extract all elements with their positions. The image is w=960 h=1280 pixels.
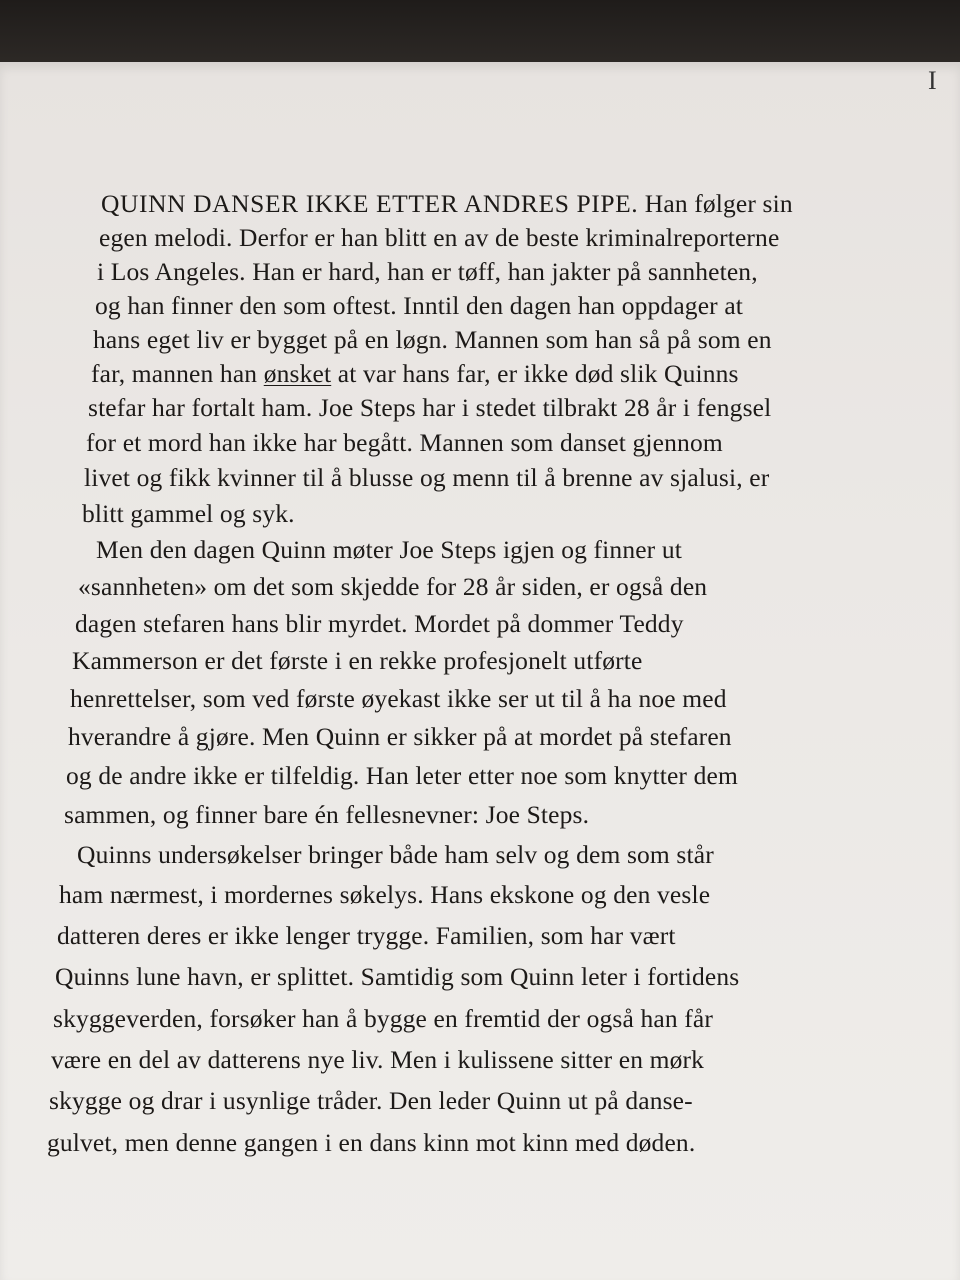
text-line [91, 359, 739, 389]
text-line: skyggeverden, forsøker han å bygge en fremtid der også han får [53, 1004, 714, 1033]
text-line: stefar har fortalt ham. Joe Steps har i stedet tilbrakt 28 år i fengsel [88, 393, 772, 422]
line-text: Han følger sin [638, 189, 793, 218]
text-line: og de andre ikke er tilfeldig. Han leter etter noe som knytter dem [66, 761, 738, 790]
text-line: Men den dagen Quinn møter Joe Steps igjen og finner ut [96, 535, 682, 564]
text-line: i Los Angeles. Han er hard, han er tøff, han jakter på sannheten, [97, 257, 758, 286]
text-line: for et mord han ikke har begått. Mannen som danset gjennom [86, 428, 723, 457]
background-surface [0, 0, 960, 70]
line-text: at var hans far, er ikke død slik Quinns [331, 359, 739, 388]
text-line: gulvet, men denne gangen i en dans kinn mot kinn med døden. [47, 1128, 696, 1157]
text-line: være en del av datterens nye liv. Men i kulissene sitter en mørk [51, 1045, 705, 1074]
text-line: blitt gammel og syk. [82, 499, 295, 528]
text-line [101, 189, 793, 219]
text-line: henrettelser, som ved første øyekast ikke ser ut til å ha noe med [70, 684, 727, 713]
book-page [0, 62, 960, 1280]
text-line: datteren deres er ikke lenger trygge. Familien, som har vært [57, 921, 676, 950]
opening-small-caps: QUINN DANSER IKKE ETTER ANDRES PIPE. [101, 189, 639, 218]
text-line: ham nærmest, i mordernes søkelys. Hans ekskone og den vesle [59, 880, 711, 909]
text-line: og han finner den som oftest. Inntil den dagen han oppdager at [95, 291, 744, 320]
text-line: dagen stefaren hans blir myrdet. Mordet på dommer Teddy [75, 609, 684, 638]
text-line: skygge og drar i usynlige tråder. Den leder Quinn ut på danse- [49, 1086, 693, 1115]
text-line: Kammerson er det første i en rekke profesjonelt utførte [72, 646, 643, 675]
text-line: «sannheten» om det som skjedde for 28 år siden, er også den [78, 572, 708, 601]
text-line: sammen, og finner bare én fellesnevner: Joe Steps. [64, 800, 590, 829]
text-line: Quinns undersøkelser bringer både ham selv og dem som står [77, 840, 714, 869]
text-line: hverandre å gjøre. Men Quinn er sikker på at mordet på stefaren [68, 722, 732, 751]
text-line: livet og fikk kvinner til å blusse og menn til å brenne av sjalusi, er [84, 463, 770, 492]
line-text: far, mannen han [91, 359, 264, 388]
page-corner-mark: I [928, 66, 937, 95]
text-line: hans eget liv er bygget på en løgn. Mannen som han så på som en [93, 325, 772, 354]
underlined-word: ønsket [263, 359, 332, 388]
text-line: egen melodi. Derfor er han blitt en av de beste kriminalreporterne [99, 223, 780, 252]
text-line: Quinns lune havn, er splittet. Samtidig som Quinn leter i fortidens [55, 962, 740, 991]
